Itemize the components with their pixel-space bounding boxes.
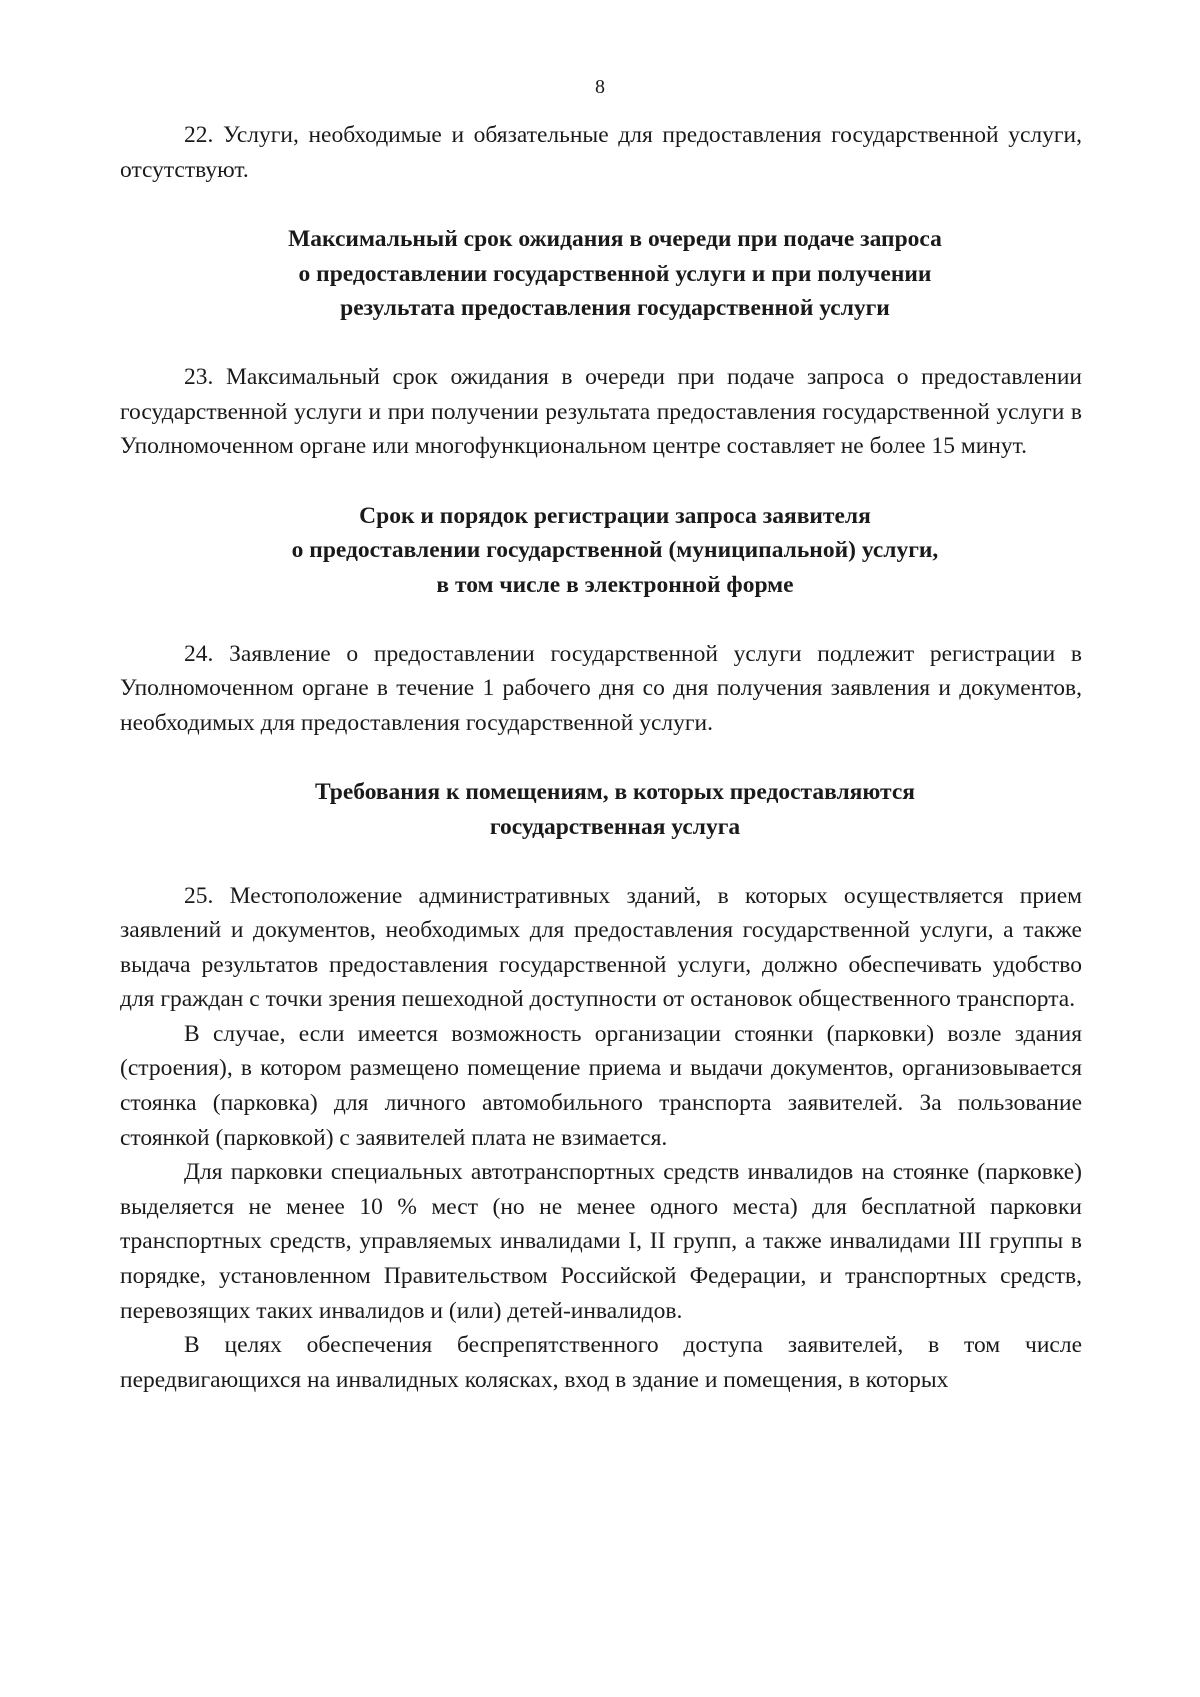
- heading-registration-term: [120, 499, 1082, 603]
- heading-premises-requirements: [120, 775, 1082, 844]
- heading-line: о предоставлении государственной услуги и при получении: [298, 260, 932, 287]
- heading-line: о предоставлении государственной (муниципальной) услуги,: [291, 537, 939, 564]
- heading-line: результата предоставления государственной услуги: [340, 295, 890, 322]
- heading-line: Требования к помещениям, в которых предоставляются: [314, 779, 916, 806]
- paragraph-25-access: В целях обеспечения беспрепятственного доступа заявителей, в том числе передвигающихся на инвалидных колясках, вход в здание и помещения, в которых: [120, 1332, 1082, 1393]
- heading-line: в том числе в электронной форме: [436, 571, 794, 598]
- paragraph-25-disabled-parking: Для парковки специальных автотранспортных средств инвалидов на стоянке (парковке) выделяется не менее 10 % мест (но не менее одного места) для бесплатной парковки транспортных средств, управляемых инвалидами I, II групп, а также инвалидами III группы в порядке, установленном Правительством Российской Федерации, и транспортных средств, перевозящих таких инвалидов и (или) детей-инвалидов.: [120, 1159, 1082, 1324]
- document-body: [120, 118, 1082, 1397]
- heading-max-waiting-time: [120, 222, 1082, 326]
- paragraph-22: 22. Услуги, необходимые и обязательные для предоставления государственной услуги, отсутствуют.: [120, 122, 1082, 183]
- heading-line: Срок и порядок регистрации запроса заявителя: [359, 502, 871, 529]
- heading-line: Максимальный срок ожидания в очереди при подаче запроса: [288, 226, 942, 253]
- page-number: 8: [595, 76, 605, 98]
- paragraph-23: 23. Максимальный срок ожидания в очереди при подаче запроса о предоставлении государственной услуги и при получении результата предоставления государственной услуги в Уполномоченном органе или многофункциональном центре составляет не более 15 минут.: [120, 363, 1082, 460]
- paragraph-25-parking: В случае, если имеется возможность организации стоянки (парковки) возле здания (строения), в котором размещено помещение приема и выдачи документов, организовывается стоянка (парковка) для личного автомобильного транспорта заявителей. За пользование стоянкой (парковкой) с заявителей плата не взимается.: [120, 1020, 1082, 1151]
- paragraph-25: 25. Местоположение административных зданий, в которых осуществляется прием заявлений и документов, необходимых для предоставления государственной услуги, а также выдача результатов предоставления государственной услуги, должно обеспечивать удобство для граждан с точки зрения пешеходной доступности от остановок общественного транспорта.: [120, 882, 1082, 1013]
- paragraph-24: 24. Заявление о предоставлении государственной услуги подлежит регистрации в Уполномоченном органе в течение 1 рабочего дня со дня получения заявления и документов, необходимых для предоставления государственной услуги.: [120, 640, 1082, 736]
- heading-line: государственная услуга: [489, 813, 741, 840]
